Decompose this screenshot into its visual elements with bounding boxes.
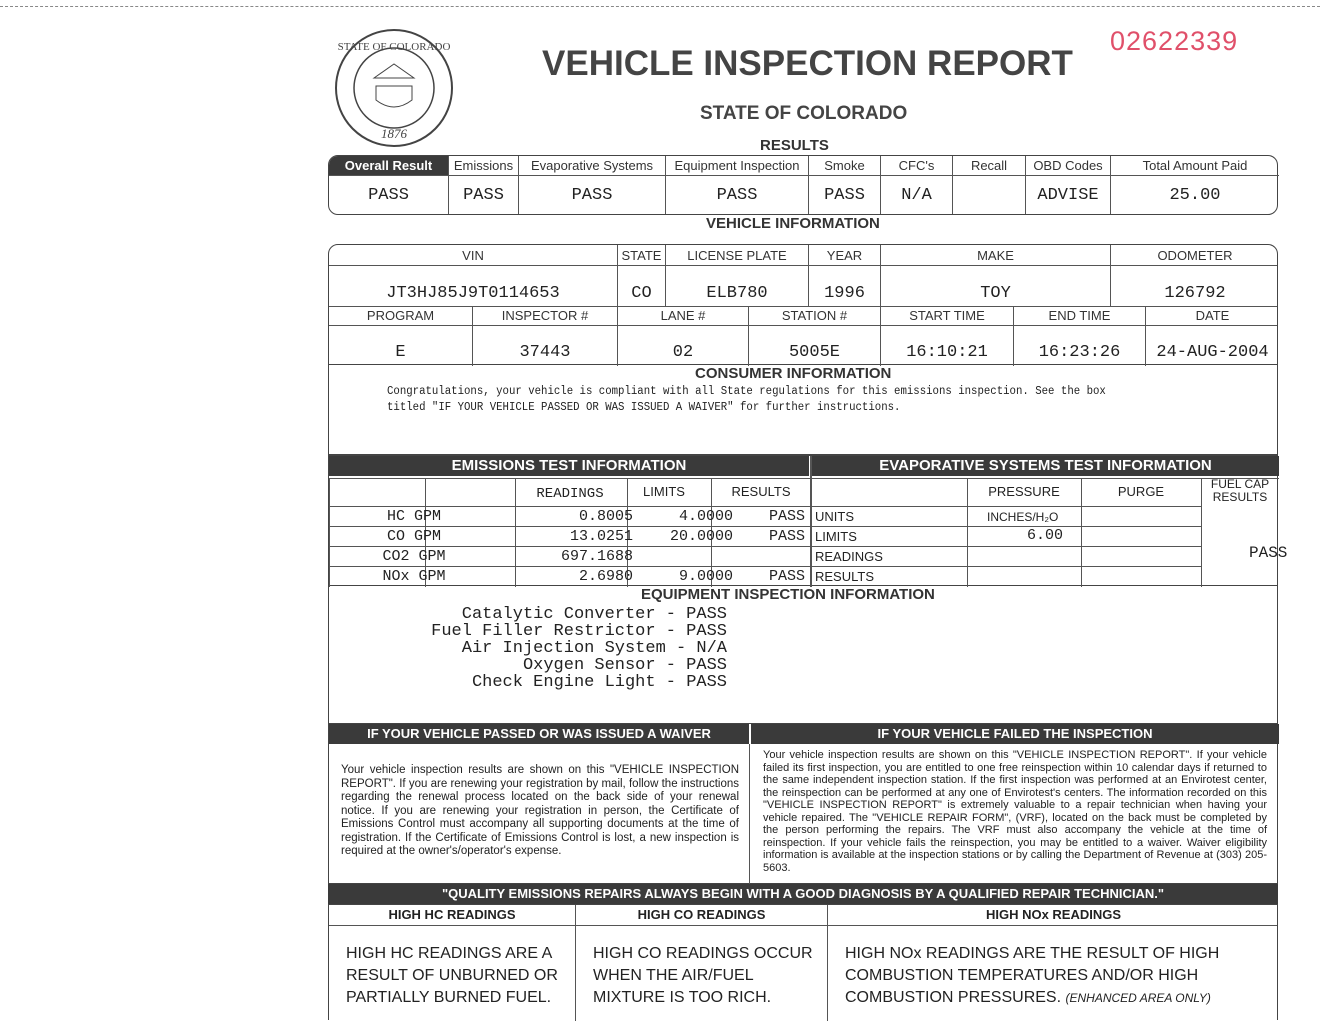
vehicle-value-2: ELB780 [666,266,809,306]
emissions-row-name: CO GPM [386,528,441,545]
consumer-line-2: titled "IF YOUR VEHICLE PASSED OR WAS ISSUED A WAIVER" for further instructions. [387,401,901,414]
evap-heading: EVAPORATIVE SYSTEMS TEST INFORMATION [812,456,1279,476]
results-table [328,155,1278,215]
passed-text: Your vehicle inspection results are shown on this "VEHICLE INSPECTION REPORT". If you are renewing your registration by mail, follow the instructions regarding the renewal process located on the back side of your renewal notice. If you are renewing your registration in person, the Certificate of Emissions Control must accompany all supporting documents at the time of registration. If the Certificate of Emissions Control is lost, a new inspection is required at the owner's/operator's expense. [341,764,739,857]
results-value-7: ADVISE [1026,176,1111,214]
results-header-6: Recall [953,156,1026,176]
results-header-5: CFC's [881,156,953,176]
high-hc-text: HIGH HC READINGS ARE A RESULT OF UNBURNED OR PARTIALLY BURNED FUEL. [346,945,558,1006]
passed-heading: IF YOUR VEHICLE PASSED OR WAS ISSUED A WAIVER [329,724,749,744]
failed-heading: IF YOUR VEHICLE FAILED THE INSPECTION [751,724,1279,744]
vehicle-value2-1: 37443 [473,326,618,366]
vehicle-value2-3: 5005E [749,326,881,366]
equipment-item: Fuel Filler Restrictor - PASS [431,622,727,641]
vehicle-value-0: JT3HJ85J9T0114653 [329,266,618,306]
high-nox-heading: HIGH NOx READINGS [985,907,1122,922]
vehicle-header-4: MAKE [881,245,1111,265]
vehicle-value-5: 126792 [1164,283,1226,303]
page-title: VEHICLE INSPECTION REPORT [542,44,1073,83]
grid-line [329,526,1201,527]
vehicle-value-1: CO [618,266,666,306]
grid-line [329,478,1279,479]
vehicle-header2-2: LANE # [618,306,749,325]
instructions-box [328,724,1278,884]
vehicle-value2-2: 02 [618,326,749,366]
evap-row-label: RESULTS [815,569,874,584]
results-header-1: Emissions [449,156,519,176]
emissions-row-name: NOx GPM [382,568,446,585]
emissions-limit: 9.0000 [678,568,733,585]
svg-text:STATE OF COLORADO: STATE OF COLORADO [337,41,451,53]
vehicle-value2-0: E [329,326,473,366]
quality-banner: "QUALITY EMISSIONS REPAIRS ALWAYS BEGIN WITH A GOOD DIAGNOSIS BY A QUALIFIED REPAIR TECHNICIAN." [328,884,1278,904]
divider [810,456,812,587]
equipment-heading: EQUIPMENT INSPECTION INFORMATION [641,586,935,603]
results-value-1: PASS [449,176,519,214]
vehicle-header-1: STATE [618,245,666,265]
emissions-row-name: HC GPM [386,508,441,525]
vehicle-header-0: VIN [329,245,618,265]
fuel-cap-result: PASS [1249,544,1288,562]
emissions-reading: 2.6980 [578,568,633,585]
evap-limit: 6.00 [1026,527,1063,544]
emissions-limit: 4.0000 [678,508,733,525]
results-value-6 [953,176,1026,214]
serial-number: 02622339 [1110,26,1239,56]
equipment-box [328,586,1278,724]
vehicle-header-5: ODOMETER [1157,247,1233,263]
vehicle-value2-5: 16:23:26 [1014,326,1146,366]
results-value-0: PASS [329,176,449,214]
equipment-item: Catalytic Converter - PASS [461,605,727,624]
results-value-2: PASS [519,176,666,214]
consumer-heading: CONSUMER INFORMATION [695,365,892,382]
equipment-item: Oxygen Sensor - PASS [522,656,727,675]
high-co-heading: HIGH CO READINGS [637,907,766,922]
evap-row-label: READINGS [815,549,883,564]
evap-units: INCHES/H₂O [987,510,1059,524]
results-value-5: N/A [881,176,953,214]
evap-row-label: LIMITS [815,529,857,544]
results-value-4: PASS [809,176,881,214]
high-nox-text: HIGH NOx READINGS ARE THE RESULT OF HIGH COMBUSTION TEMPERATURES AND/OR HIGH COMBUSTION PRESSURES. (ENHANCED AREA ONLY) [845,945,1220,1006]
emissions-evap-box [328,455,1288,586]
evap-header-0: PRESSURE [988,484,1060,499]
vehicle-value2-6: 24-AUG-2004 [1156,342,1269,362]
grid-line [329,478,330,587]
vehicle-header2-3: STATION # [749,306,881,325]
high-readings-box [328,904,1278,1020]
vehicle-header2-4: START TIME [881,306,1014,325]
vehicle-heading: VEHICLE INFORMATION [706,215,880,232]
high-co-text: HIGH CO READINGS OCCUR WHEN THE AIR/FUEL MIXTURE IS TOO RICH. [593,945,813,1006]
vehicle-value2-4: 16:10:21 [881,326,1014,366]
svg-text:1876: 1876 [381,126,407,141]
vehicle-header-2: LICENSE PLATE [666,245,809,265]
vehicle-value-3: 1996 [809,266,881,306]
results-header-0: Overall Result [329,156,449,176]
evap-header-1: PURGE [1117,484,1165,499]
results-header-7: OBD Codes [1026,156,1111,176]
vehicle-header-3: YEAR [809,245,881,265]
emissions-header-2: RESULTS [731,484,791,499]
vehicle-value-4: TOY [881,266,1111,306]
vehicle-table [328,244,1278,365]
high-hc-heading: HIGH HC READINGS [388,907,516,922]
results-header-8: Total Amount Paid [1111,156,1279,176]
grid-line [329,546,1201,547]
failed-text: Your vehicle inspection results are shown on this "VEHICLE INSPECTION REPORT". If your vehicle failed its first inspection, you are entitled to one free reinspection within 10 calendar days if returned to the same independent inspection station. If the first inspection was performed at an Envirotest center, the reinspection can be performed at any one of Envirotest's centers. The information recorded on this "VEHICLE INSPECTION REPORT" is extremely valuable to a repair technician when having your vehicle repaired. The "VEHICLE REPAIR FORM", (VRF), located on the back must be completed by the person performing the repairs. The VRF must also accompany the vehicle at the time of reinspection. If your vehicle fails the reinspection, you may be entitled to a waiver. Waiver eligibility information is available at the inspection stations or by calling the Department of Revenue at (303) 205-5603. [763,749,1267,874]
evap-row-label: UNITS [815,509,854,524]
colorado-seal-icon [332,26,456,150]
evap-header-2: FUEL CAP RESULTS [1210,477,1270,504]
grid-line [329,566,1201,567]
scan-edge [0,6,1320,7]
consumer-box [328,365,1278,455]
vehicle-header2-6: DATE [1195,308,1230,323]
vehicle-header2-5: END TIME [1014,306,1146,325]
emissions-reading: 13.0251 [569,528,633,545]
emissions-row-name: CO2 GPM [382,548,446,565]
emissions-limit: 20.0000 [669,528,733,545]
vehicle-header2-0: PROGRAM [329,306,473,325]
emissions-result: PASS [768,508,805,525]
emissions-reading: 697.1688 [560,548,633,565]
results-header-2: Evaporative Systems [519,156,666,176]
emissions-heading: EMISSIONS TEST INFORMATION [329,456,809,476]
results-heading: RESULTS [760,137,829,154]
results-value-8: 25.00 [1169,185,1221,205]
results-value-3: PASS [666,176,809,214]
vehicle-header2-1: INSPECTOR # [473,306,618,325]
emissions-reading: 0.8005 [578,508,633,525]
page-subtitle: STATE OF COLORADO [700,103,908,124]
emissions-result: PASS [768,528,805,545]
equipment-item: Air Injection System - N/A [461,639,727,658]
grid-line [329,506,1201,507]
emissions-header-1: LIMITS [643,484,685,499]
results-header-4: Smoke [809,156,881,176]
emissions-header-0: READINGS [536,486,604,502]
emissions-result: PASS [768,568,805,585]
results-header-3: Equipment Inspection [666,156,809,176]
consumer-line-1: Congratulations, your vehicle is compliant with all State regulations for this emissions inspection. See the box [387,385,1106,398]
equipment-item: Check Engine Light - PASS [471,673,727,692]
